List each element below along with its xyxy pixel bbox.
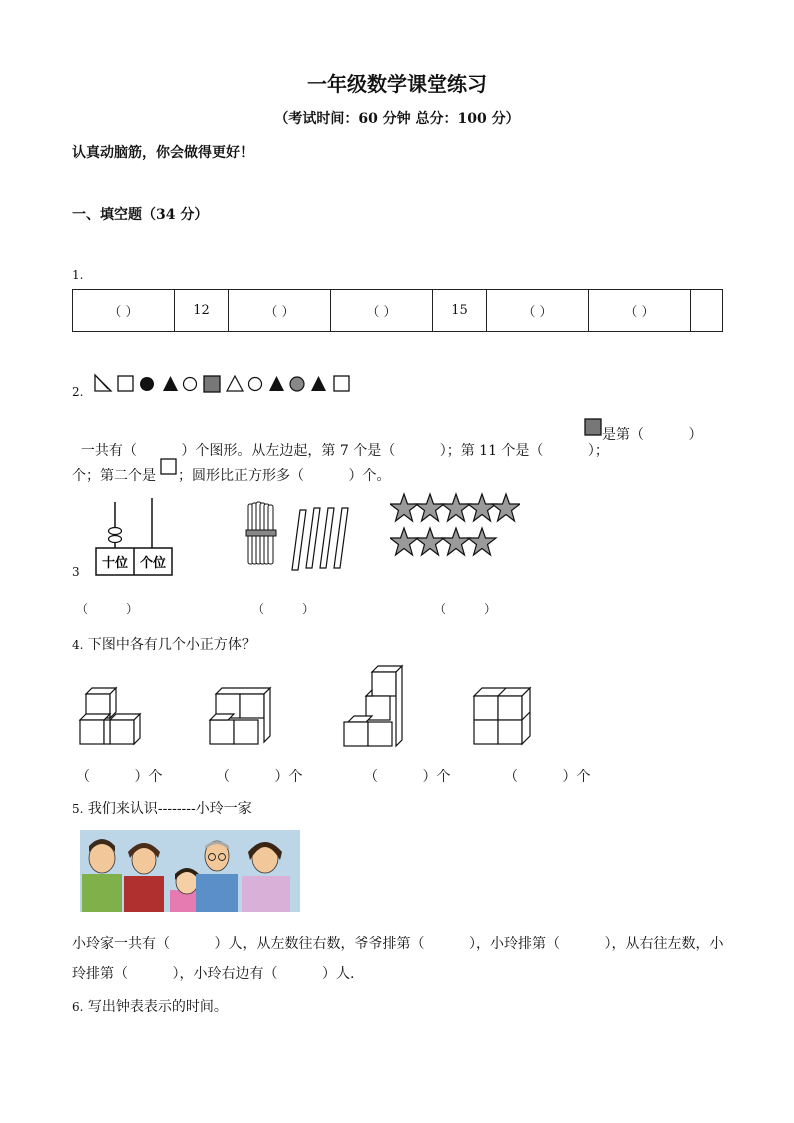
q4-prompt-line <box>72 634 256 654</box>
q2-line1 <box>72 424 609 460</box>
cube-figures <box>76 664 616 750</box>
sequence-cell-empty[interactable] <box>691 290 723 332</box>
q4-answer-3[interactable]: （ ）个 <box>364 769 451 785</box>
q3-answer-1[interactable]: （ ） <box>76 602 139 616</box>
q2-line2-end: ；圆形比正方形多（ ）个。 <box>178 468 391 484</box>
ones-place-label: 个位 <box>139 556 167 571</box>
black-triangle-icon <box>311 376 326 391</box>
cube-figure-2 <box>210 688 270 744</box>
q2-number: 2. <box>72 385 84 399</box>
q6-number: 6. <box>72 1000 84 1014</box>
cube-figure-1 <box>80 688 140 744</box>
q4-answer-2[interactable]: （ ）个 <box>216 769 303 785</box>
stick-bundle-illustration <box>238 498 350 572</box>
right-triangle-icon <box>95 375 111 391</box>
encouragement: 认真动脑筋，你会做得更好！ <box>72 145 254 161</box>
q5-prompt-line <box>72 798 252 818</box>
q5-prompt: 我们来认识--------小玲一家 <box>87 801 252 817</box>
q6-prompt-line <box>72 996 228 1016</box>
q6-prompt: 写出钟表表示的时间。 <box>87 999 228 1015</box>
star-icon <box>492 494 520 521</box>
q1-number: 1. <box>72 268 84 282</box>
family-illustration <box>80 830 300 912</box>
white-triangle-icon <box>227 376 243 391</box>
stars-illustration <box>390 492 520 562</box>
star-icon <box>390 528 418 555</box>
sequence-cell-blank[interactable]: （ ） <box>487 290 589 332</box>
star-icon <box>416 494 444 521</box>
q3-number: 3 <box>72 565 80 579</box>
table-row <box>73 290 723 332</box>
sequence-cell-blank[interactable]: （ ） <box>73 290 175 332</box>
gray-square-icon <box>584 418 602 436</box>
cube-figure-3 <box>344 666 402 746</box>
star-icon <box>442 528 470 555</box>
black-triangle-icon <box>163 376 178 391</box>
black-triangle-icon <box>269 376 284 391</box>
number-sequence-table <box>72 289 723 332</box>
star-icon <box>442 494 470 521</box>
q4-answer-4[interactable]: （ ）个 <box>504 769 591 785</box>
sequence-cell-value: 15 <box>433 290 487 332</box>
sequence-cell-blank[interactable]: （ ） <box>229 290 331 332</box>
q5-number: 5. <box>72 802 84 816</box>
white-circle-icon <box>184 378 197 391</box>
star-icon <box>390 494 418 521</box>
gray-square-icon <box>204 376 220 392</box>
q2-line1-end: 是第（ ） <box>602 427 703 443</box>
q4-number: 4. <box>72 638 84 652</box>
square-icon <box>334 376 349 391</box>
q5-line1: 小玲家一共有（ ）人，从左数往右数，爷爷排第（ ），小玲排第（ ），从右往左数，小 <box>72 936 724 952</box>
cube-figure-4 <box>474 688 530 744</box>
page-title: 一年级数学课堂练习 <box>307 72 487 96</box>
q4-answer-1[interactable]: （ ）个 <box>76 769 163 785</box>
square-icon <box>118 376 133 391</box>
q2-line1-text: 一共有（ ）个图形。从左边起，第 7 个是（ ）；第 11 个是（ ）； <box>80 443 609 459</box>
sequence-cell-blank[interactable]: （ ） <box>331 290 433 332</box>
shape-sequence <box>92 372 354 394</box>
star-icon <box>416 528 444 555</box>
white-circle-icon <box>249 378 262 391</box>
q5-line2: 玲排第（ ），小玲右边有（ ）人. <box>72 966 355 982</box>
q4-prompt: 下图中各有几个小正方体？ <box>87 637 256 653</box>
sequence-cell-value: 12 <box>175 290 229 332</box>
abacus-illustration <box>92 494 176 578</box>
q3-answer-2[interactable]: （ ） <box>252 602 315 616</box>
tens-place-label: 十位 <box>101 556 129 571</box>
section-heading-fill-in: 一、填空题（34 分） <box>72 207 209 223</box>
gray-circle-icon <box>290 377 304 391</box>
q2-line2-start: 个；第二个是 <box>72 468 156 484</box>
square-icon <box>160 458 178 476</box>
q3-answer-3[interactable]: （ ） <box>434 602 497 616</box>
exam-info: （考试时间：60 分钟 总分：100 分） <box>274 111 520 127</box>
star-icon <box>468 494 496 521</box>
black-circle-icon <box>140 377 154 391</box>
star-icon <box>468 528 496 555</box>
sequence-cell-blank[interactable]: （ ） <box>589 290 691 332</box>
